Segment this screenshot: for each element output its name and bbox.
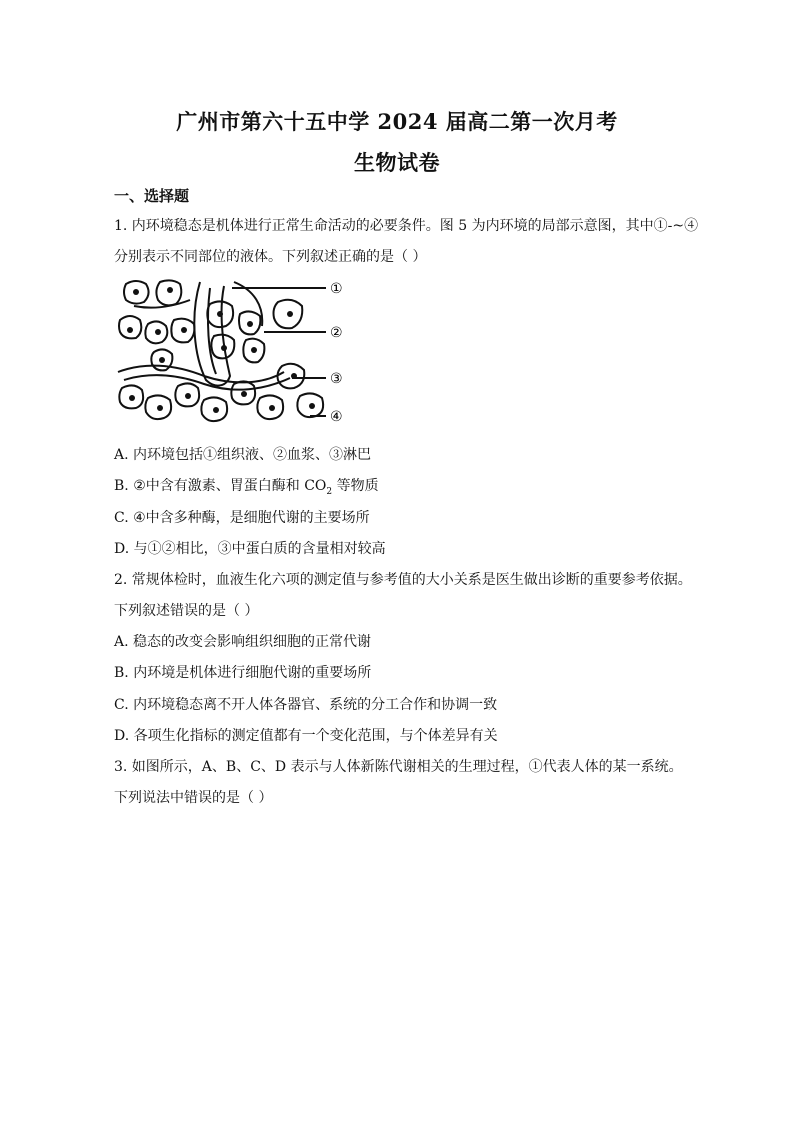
q1-stem-line2: 分别表示不同部位的液体。下列叙述正确的是（ ） <box>114 249 427 265</box>
capillary-wall <box>208 288 216 374</box>
q1-option-b: B. ②中含有激素、胃蛋白酶和 $CO_2$ 等物质 <box>114 478 379 497</box>
tissue-cell <box>156 280 181 305</box>
q3-stem-line1: 3. 如图所示，A、B、C、D 表示与人体新陈代谢相关的生理过程，①代表人体的某一系统。 <box>114 759 683 775</box>
diagram-label-2: ② <box>330 325 343 341</box>
q1-option-c: C. ④中含多种酶，是细胞代谢的主要场所 <box>114 510 370 526</box>
q2-stem-line2: 下列叙述错误的是（ ） <box>114 603 259 619</box>
diagram-label-3: ③ <box>330 371 343 387</box>
capillary-wall <box>194 282 230 386</box>
q2-option-d: D. 各项生化指标的测定值都有一个变化范围，与个体差异有关 <box>114 728 498 744</box>
q1-option-a: A. 内环境包括①组织液、②血浆、③淋巴 <box>114 447 372 463</box>
exam-title: 广州市第六十五中学 2024 届高二第一次月考 <box>176 109 618 134</box>
q1-stem-line1: 1. 内环境稳态是机体进行正常生命活动的必要条件。图 5 为内环境的局部示意图，其中①-~④ <box>114 218 699 234</box>
q3-stem-line2: 下列说法中错误的是（ ） <box>114 790 273 806</box>
tissue-cell <box>278 364 305 389</box>
q1-option-d: D. 与①②相比，③中蛋白质的含量相对较高 <box>114 541 386 557</box>
q2-option-a: A. 稳态的改变会影响组织细胞的正常代谢 <box>114 634 372 650</box>
diagram-label-4: ④ <box>330 409 343 425</box>
q2-option-c: C. 内环境稳态离不开人体各器官、系统的分工合作和协调一致 <box>114 697 498 713</box>
exam-subject: 生物试卷 <box>354 150 440 175</box>
q2-option-b: B. 内环境是机体进行细胞代谢的重要场所 <box>114 665 372 681</box>
diagram-label-1: ① <box>330 281 343 297</box>
internal-environment-diagram <box>114 276 354 432</box>
section-heading: 一、选择题 <box>114 187 190 205</box>
q2-stem-line1: 2. 常规体检时，血液生化六项的测定值与参考值的大小关系是医生做出诊断的重要参考依据。 <box>114 572 692 588</box>
